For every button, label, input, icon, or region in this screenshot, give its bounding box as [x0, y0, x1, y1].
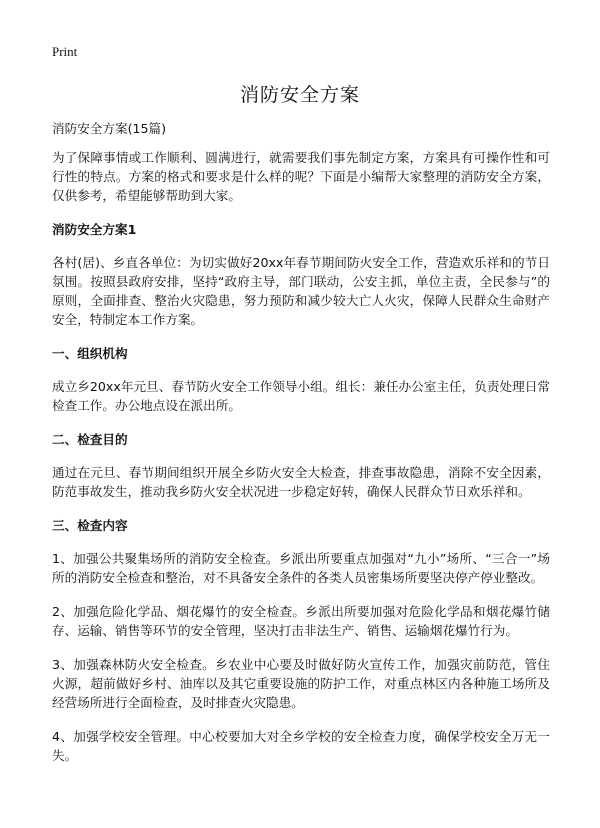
document-subtitle: 消防安全方案(15篇)	[52, 121, 167, 136]
purpose-paragraph: 通过在元旦、春节期间组织开展全乡防火安全大检查，排查事故隐患，消除不安全因素，防范事故发生，推动我乡防火安全状况进一步稳定好转，确保人民群众节日欢乐祥和。	[52, 465, 550, 499]
heading-purpose: 二、检查目的	[52, 432, 128, 447]
intro-paragraph: 为了保障事情或工作顺利、圆满进行，就需要我们事先制定方案，方案具有可操作性和可行性的特点。方案的格式和要求是什么样的呢？下面是小编帮大家整理的消防安全方案，仅供参考，希望能够帮助到大家。	[52, 150, 550, 203]
print-link[interactable]: Print	[52, 44, 78, 59]
section-intro-paragraph: 各村(居)、乡直各单位：为切实做好20xx年春节期间防火安全工作，营造欢乐祥和的节日氛围。按照县政府安排，坚持“政府主导，部门联动，公安主抓，单位主责，全民参与”的原则，全面排查、整治火灾隐患，努力预防和减少较大亡人火灾，保障人民群众生命财产安全，特制定本工作方案。	[52, 255, 550, 327]
heading-content: 三、检查内容	[52, 518, 128, 533]
document-body	[52, 119, 550, 780]
content-item: 3、加强森林防火安全检查。乡农业中心要及时做好防火宣传工作，加强灾前防范，管住火源，超前做好乡村、油库以及其它重要设施的防护工作，对重点林区内各种施工场所及经营场所进行全面检查，及时排查火灾隐患。	[52, 657, 550, 710]
content-item: 4、加强学校安全管理。中心校要加大对全乡学校的安全检查力度，确保学校安全万无一失。	[52, 729, 550, 763]
content-item: 2、加强危险化学品、烟花爆竹的安全检查。乡派出所要加强对危险化学品和烟花爆竹储存、运输、销售等环节的安全管理，坚决打击非法生产、销售、运输烟花爆竹行为。	[52, 604, 550, 638]
heading-organization: 一、组织机构	[52, 346, 128, 361]
document-title: 消防安全方案	[239, 84, 360, 106]
organization-paragraph: 成立乡20xx年元旦、春节防火安全工作领导小组。组长：兼任办公室主任，负责处理日常检查工作。办公地点设在派出所。	[52, 379, 550, 413]
content-item: 1、加强公共聚集场所的消防安全检查。乡派出所要重点加强对“九小”场所、“三合一”场所的消防安全检查和整治，对不具备安全条件的各类人员密集场所要坚决停产停业整改。	[52, 551, 550, 585]
section-title: 消防安全方案1	[52, 222, 137, 237]
